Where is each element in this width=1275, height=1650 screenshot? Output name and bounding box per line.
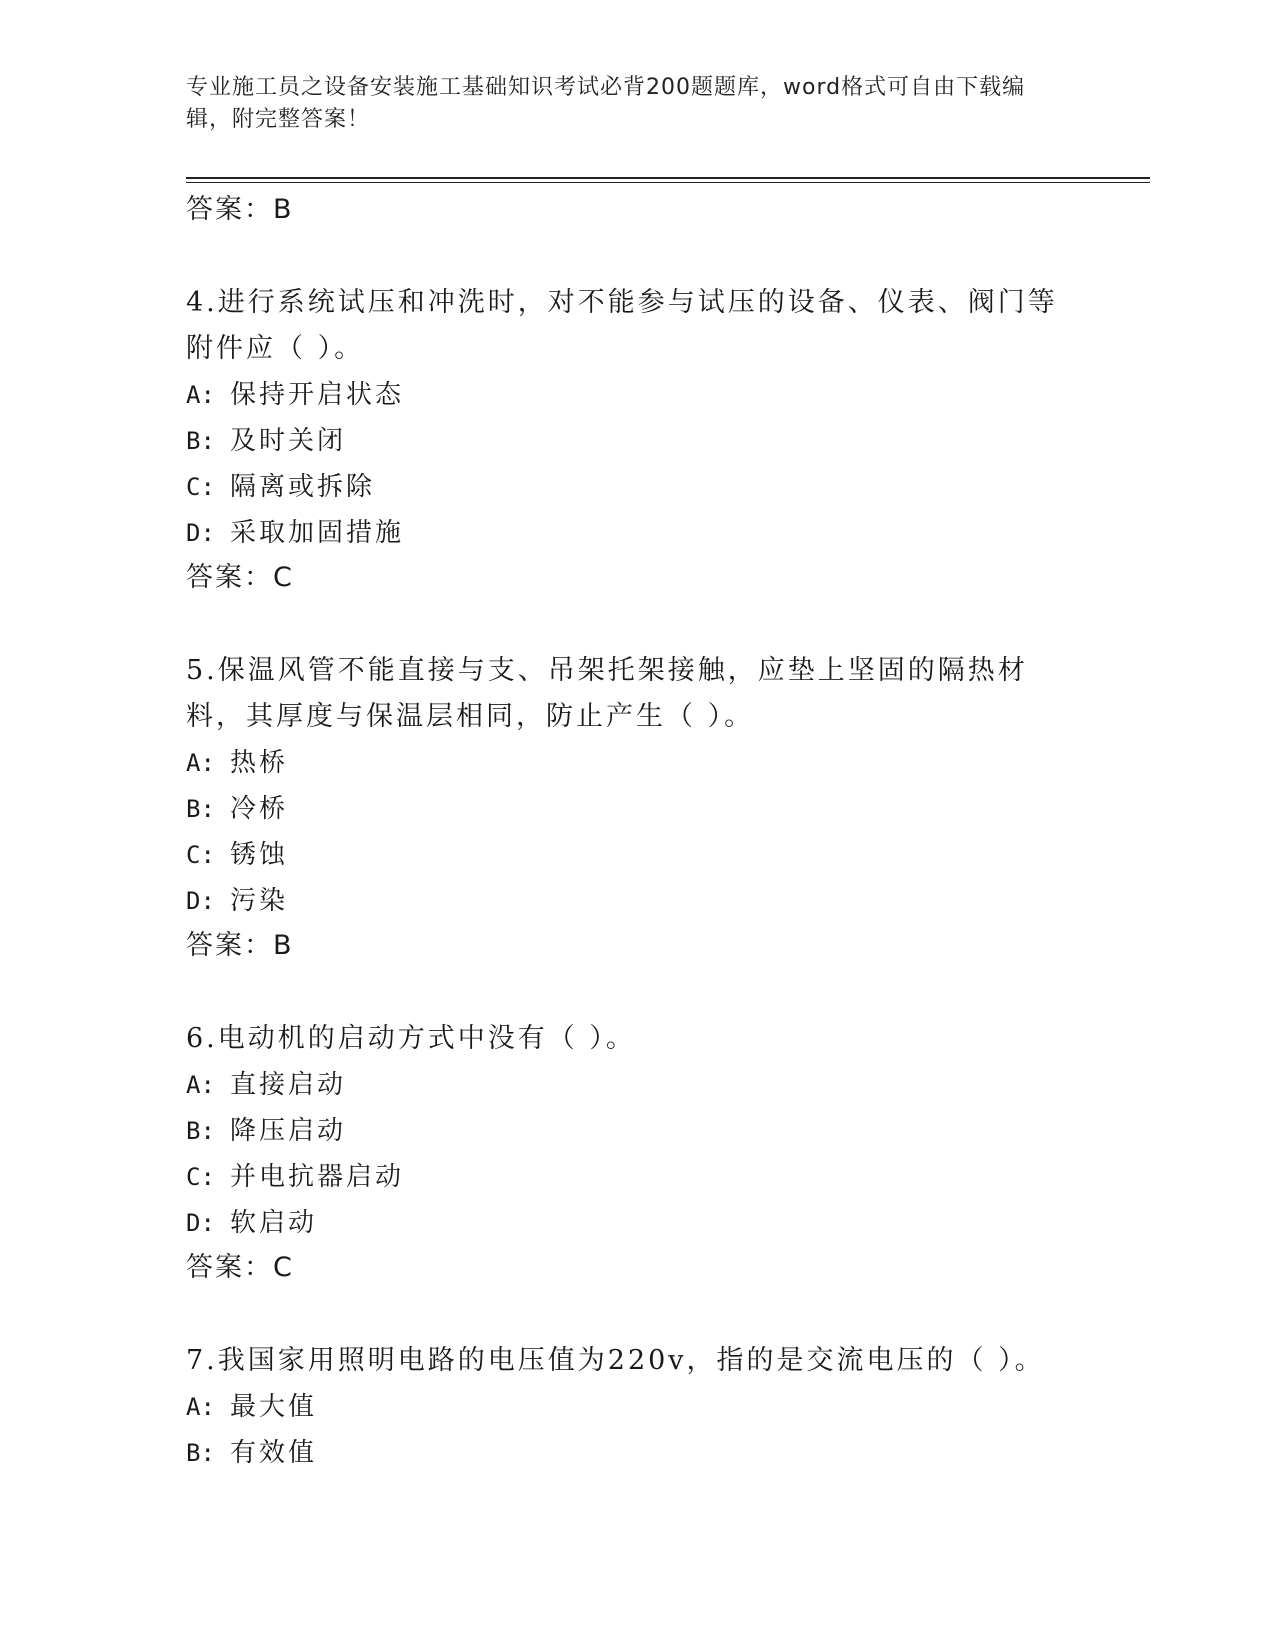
question-5 [186, 648, 1066, 972]
question-4 [186, 280, 1066, 604]
question-stem: 4.进行系统试压和冲洗时，对不能参与试压的设备、仪表、阀门等附件应（ ）。 [186, 287, 1058, 364]
option-letter: D: [186, 887, 215, 915]
page-header [186, 72, 1066, 136]
option-c [186, 832, 1066, 878]
question-stem: 5.保温风管不能直接与支、吊架托架接触，应垫上坚固的隔热材料，其厚度与保温层相同，防止产生（ ）。 [186, 655, 1028, 732]
answer-line: 答案：C [186, 562, 294, 593]
option-a [186, 1384, 1066, 1430]
option-text: 锈蚀 [230, 840, 289, 870]
option-letter: C: [186, 473, 215, 501]
option-letter: C: [186, 841, 215, 869]
option-text: 保持开启状态 [230, 380, 405, 410]
option-a [186, 1062, 1066, 1108]
option-letter: A: [186, 381, 215, 409]
option-b [186, 1430, 1066, 1476]
option-c [186, 464, 1066, 510]
option-text: 并电抗器启动 [230, 1162, 405, 1192]
option-letter: B: [186, 1439, 215, 1467]
option-letter: D: [186, 1209, 215, 1237]
option-c [186, 1154, 1066, 1200]
option-text: 热桥 [230, 748, 289, 778]
option-text: 冷桥 [230, 794, 289, 824]
option-b [186, 1108, 1066, 1154]
question-list [186, 190, 1066, 1476]
option-text: 软启动 [230, 1208, 318, 1238]
option-text: 有效值 [230, 1438, 318, 1468]
option-letter: D: [186, 519, 215, 547]
option-d [186, 878, 1066, 924]
option-letter: A: [186, 749, 215, 777]
option-b [186, 786, 1066, 832]
option-letter: B: [186, 427, 215, 455]
option-text: 及时关闭 [230, 426, 347, 456]
answer-line: 答案：C [186, 1252, 294, 1283]
option-letter: A: [186, 1071, 215, 1099]
question-stem: 7.我国家用照明电路的电压值为220v，指的是交流电压的（ ）。 [186, 1345, 1045, 1376]
option-text: 最大值 [230, 1392, 318, 1422]
option-d [186, 1200, 1066, 1246]
header-title: 专业施工员之设备安装施工基础知识考试必背200题题库，word格式可自由下载编辑，附完整答案！ [186, 75, 1026, 132]
option-text: 直接启动 [230, 1070, 347, 1100]
option-d [186, 510, 1066, 556]
answer-line: 答案：B [186, 930, 294, 961]
header-rule-thin [186, 182, 1150, 183]
question-6 [186, 1016, 1066, 1294]
option-a [186, 740, 1066, 786]
option-text: 采取加固措施 [230, 518, 405, 548]
option-letter: C: [186, 1163, 215, 1191]
option-text: 污染 [230, 886, 289, 916]
option-letter: B: [186, 795, 215, 823]
option-letter: A: [186, 1393, 215, 1421]
option-a [186, 372, 1066, 418]
option-text: 降压启动 [230, 1116, 347, 1146]
question-stem: 6.电动机的启动方式中没有（ ）。 [186, 1023, 636, 1054]
header-rule-thick [186, 177, 1150, 179]
question-7 [186, 1338, 1066, 1476]
option-letter: B: [186, 1117, 215, 1145]
answer-line: 答案：B [186, 194, 294, 225]
option-b [186, 418, 1066, 464]
option-text: 隔离或拆除 [230, 472, 376, 502]
